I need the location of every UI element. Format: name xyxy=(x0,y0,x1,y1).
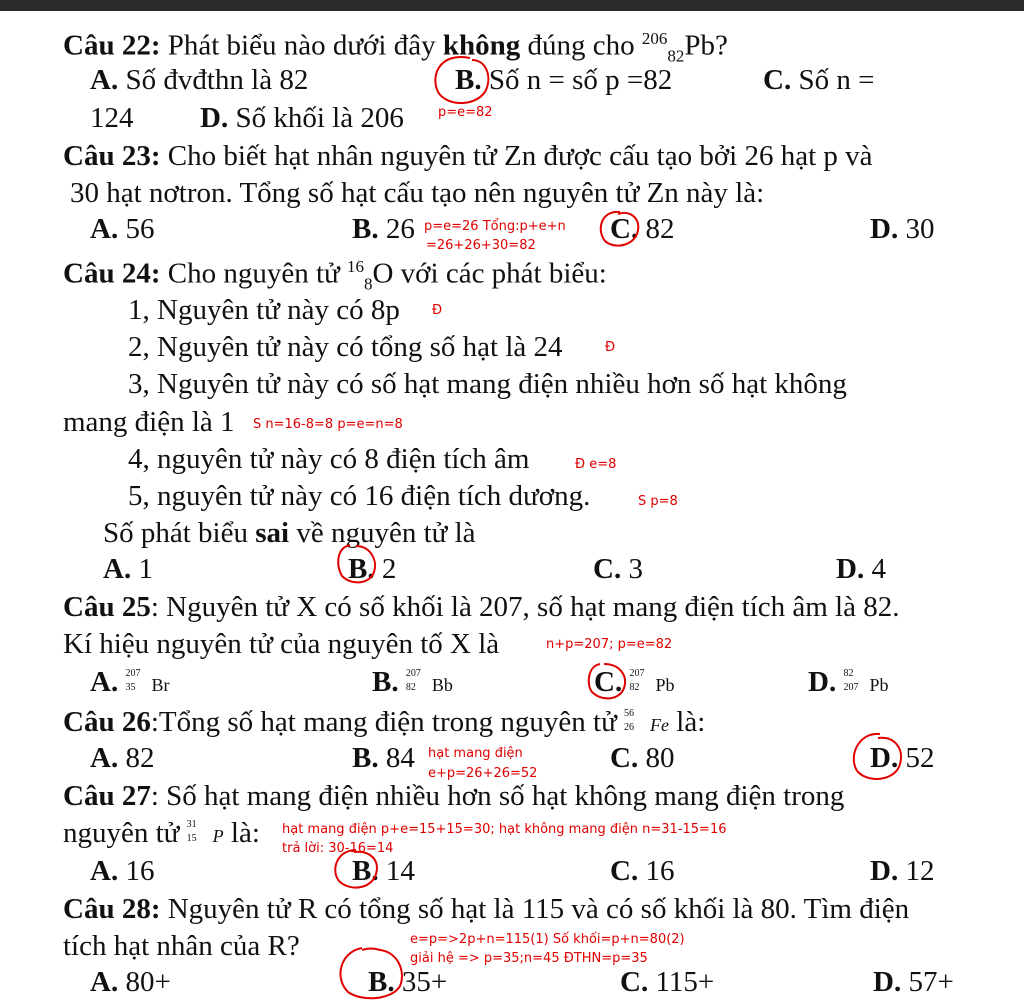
text-q23-d_text: 30 xyxy=(898,213,935,245)
q24-statement-1: 1, Nguyên tử này có 8p xyxy=(128,294,400,326)
text-q25-b_mass: 207 xyxy=(405,668,421,680)
text-q24-a_label: A. xyxy=(103,553,132,585)
q27-question-cont xyxy=(63,816,260,853)
text-q22-elem: Pb? xyxy=(684,29,728,62)
text-q27-b_label: B. xyxy=(352,855,379,887)
q25-option-d[interactable] xyxy=(808,665,888,702)
q24-statement-5: 5, nguyên tử này có 16 điện tích dương. xyxy=(128,480,591,512)
q24-note-4: Đ e=8 xyxy=(575,457,617,472)
q23-note-1: p=e=26 Tổng:p+e+n xyxy=(424,219,566,234)
text-q26-sym: Fe xyxy=(650,715,670,735)
q22-option-a[interactable] xyxy=(90,63,308,97)
q27-option-b[interactable] xyxy=(352,854,415,888)
q23-option-b[interactable] xyxy=(352,212,415,246)
q23-note-2: =26+26+30=82 xyxy=(426,238,536,253)
q23-question xyxy=(63,139,873,173)
text-q27-a_text: 16 xyxy=(118,855,155,887)
text-q25-d_z: 207 xyxy=(843,682,859,694)
text-q24-c_label: C. xyxy=(593,553,622,585)
text-q27-b_text: 14 xyxy=(378,855,415,887)
text-q25-b_sym: Bb xyxy=(431,675,453,695)
text-q23-b_text: 26 xyxy=(378,213,415,245)
text-q28-a_label: A. xyxy=(90,966,119,998)
q26-note-1: hạt mang điện xyxy=(428,746,523,761)
text-q26-z: 26 xyxy=(624,722,635,734)
text-q24-ask_a: Số phát biểu xyxy=(103,517,256,549)
q26-note-2: e+p=26+26=52 xyxy=(428,766,538,781)
text-q24-c_text: 3 xyxy=(621,553,643,585)
text-q28-b_text: 35+ xyxy=(394,966,448,998)
text-q27-line2: nguyên tử xyxy=(63,817,180,849)
text-q28-d_text: 57+ xyxy=(901,966,954,998)
q27-option-c[interactable] xyxy=(610,854,674,888)
text-q27-mass: 31 xyxy=(186,819,197,831)
text-q27-label: Câu 27 xyxy=(63,780,151,812)
text-q25-c_sym: Pb xyxy=(655,675,675,695)
q27-note-1: hạt mang điện p+e=15+15=30; hạt không mang điện n=31-15=16 xyxy=(282,822,727,837)
text-q27-text_b: là: xyxy=(223,817,260,849)
q26-option-a[interactable] xyxy=(90,741,154,775)
text-q27-d_label: D. xyxy=(870,855,899,887)
top-bar xyxy=(0,0,1024,11)
text-q22-b_label: B. xyxy=(455,64,482,96)
text-q23-label: Câu 23: xyxy=(63,140,161,172)
text-q22-text_a: Phát biểu nào dưới đây xyxy=(160,29,443,62)
text-q26-text: :Tổng số hạt mang điện trong nguyên tử xyxy=(150,706,617,738)
q28-note-1: e=p=>2p+n=115(1) Số khối=p+n=80(2) xyxy=(410,932,685,947)
text-q28-b_label: B. xyxy=(368,966,395,998)
q23-option-a[interactable] xyxy=(90,212,154,246)
q23-question-cont: 30 hạt nơtron. Tổng số hạt cấu tạo nên nguyên tử Zn này là: xyxy=(70,177,765,209)
text-q24-mass: 16 xyxy=(346,257,364,276)
text-q23-c_text: 82 xyxy=(638,213,675,245)
text-q25-d_mass: 82 xyxy=(843,668,854,680)
q26-option-b[interactable] xyxy=(352,741,415,775)
text-q26-b_text: 84 xyxy=(378,742,415,774)
text-q22-text_b: đúng cho xyxy=(520,29,642,62)
text-q28-c_label: C. xyxy=(620,966,649,998)
q26-question xyxy=(63,705,705,742)
text-q23-a_label: A. xyxy=(90,213,119,245)
text-q27-d_text: 12 xyxy=(898,855,935,887)
text-q22-bold: không xyxy=(442,29,521,62)
q27-note-2: trả lời: 30-16=14 xyxy=(282,841,394,856)
text-q26-mass: 56 xyxy=(624,708,635,720)
text-q22-b_text: Số n = số p =82 xyxy=(481,64,673,96)
q28-option-b[interactable] xyxy=(368,965,447,999)
text-q24-text_a: Cho nguyên tử xyxy=(160,257,347,290)
text-q25-b_label: B. xyxy=(372,666,399,698)
text-q25-line1: : Nguyên tử X có số khối là 207, số hạt mang điện tích âm là 82. xyxy=(150,591,900,623)
q24-note-3: S n=16-8=8 p=e=n=8 xyxy=(253,417,403,432)
text-q25-label: Câu 25 xyxy=(63,591,151,623)
text-q24-a_text: 1 xyxy=(131,553,153,585)
q28-note-2: giải hệ => p=35;n=45 ĐTHN=p=35 xyxy=(410,951,648,966)
q28-option-a[interactable] xyxy=(90,965,171,999)
text-q28-a_text: 80+ xyxy=(118,966,171,998)
text-q22-c_text: Số n = xyxy=(791,64,875,96)
text-q28-label: Câu 28: xyxy=(63,893,161,925)
text-q22-d_text: Số khối là 206 xyxy=(228,102,404,134)
text-q26-label: Câu 26 xyxy=(63,706,151,738)
q24-statement-3: 3, Nguyên tử này có số hạt mang điện nhiều hơn số hạt không xyxy=(128,368,847,400)
text-q24-text_b: O với các phát biểu: xyxy=(372,257,607,290)
q22-note: p=e=82 xyxy=(438,105,493,120)
text-q22-a_text: Số đvđthn là 82 xyxy=(118,64,309,96)
text-q26-a_text: 82 xyxy=(118,742,155,774)
text-q27-line1: : Số hạt mang điện nhiều hơn số hạt không mang điện trong xyxy=(150,780,845,812)
text-q26-a_label: A. xyxy=(90,742,119,774)
text-q23-b_label: B. xyxy=(352,213,379,245)
text-q24-z: 8 xyxy=(363,274,373,294)
text-q25-c_label: C. xyxy=(594,666,623,698)
text-q27-c_label: C. xyxy=(610,855,639,887)
q28-question-cont: tích hạt nhân của R? xyxy=(63,930,300,962)
q22-option-b[interactable] xyxy=(455,63,672,97)
text-q25-b_z: 82 xyxy=(405,682,416,694)
q27-option-d[interactable] xyxy=(870,854,934,888)
text-q27-c_text: 16 xyxy=(638,855,675,887)
text-q22-d_label: D. xyxy=(200,102,229,134)
q22-option-d[interactable] xyxy=(200,101,404,135)
text-q22-c_label: C. xyxy=(763,64,792,96)
q27-option-a[interactable] xyxy=(90,854,154,888)
text-q28-d_label: D. xyxy=(873,966,902,998)
text-q26-text_b: là: xyxy=(669,706,706,738)
text-q25-d_sym: Pb xyxy=(869,675,889,695)
q24-statement-4: 4, nguyên tử này có 8 điện tích âm xyxy=(128,443,530,475)
q25-note: n+p=207; p=e=82 xyxy=(546,637,673,652)
q25-question-cont: Kí hiệu nguyên tử của nguyên tố X là xyxy=(63,628,500,660)
q24-ask xyxy=(103,516,476,550)
text-q25-c_mass: 207 xyxy=(629,668,645,680)
text-q23-d_label: D. xyxy=(870,213,899,245)
text-q25-a_sym: Br xyxy=(151,675,170,695)
q24-option-c[interactable] xyxy=(593,552,643,586)
q28-option-c[interactable] xyxy=(620,965,714,999)
q28-option-d[interactable] xyxy=(873,965,954,999)
text-q25-d_label: D. xyxy=(808,666,837,698)
q26-option-d[interactable] xyxy=(870,741,934,775)
text-q23-line1: Cho biết hạt nhân nguyên tử Zn được cấu tạo bởi 26 hạt p và xyxy=(160,140,873,172)
text-q22-c_cont: 124 xyxy=(90,102,134,134)
q24-note-2: Đ xyxy=(605,340,616,355)
q24-statement-3-cont: mang điện là 1 xyxy=(63,406,235,438)
text-q26-c_text: 80 xyxy=(638,742,675,774)
q25-question xyxy=(63,590,899,624)
q26-option-c[interactable] xyxy=(610,741,674,775)
q25-option-c[interactable] xyxy=(594,665,674,702)
q22-option-c[interactable] xyxy=(763,63,874,97)
q24-statement-2: 2, Nguyên tử này có tổng số hạt là 24 xyxy=(128,331,563,363)
text-q24-b_label: B. xyxy=(348,553,375,585)
text-q24-d_text: 4 xyxy=(864,553,886,585)
q24-option-d[interactable] xyxy=(836,552,886,586)
q27-question xyxy=(63,779,844,813)
text-q26-c_label: C. xyxy=(610,742,639,774)
text-q28-line1: Nguyên tử R có tổng số hạt là 115 và có số khối là 80. Tìm điện xyxy=(160,893,910,925)
q22-option-c-cont xyxy=(90,101,134,135)
text-q26-d_text: 52 xyxy=(898,742,935,774)
q24-option-b[interactable] xyxy=(348,552,396,586)
text-q26-b_label: B. xyxy=(352,742,379,774)
q23-option-d[interactable] xyxy=(870,212,934,246)
text-q25-c_z: 82 xyxy=(629,682,640,694)
text-q28-c_text: 115+ xyxy=(648,966,715,998)
text-q24-ask_b: về nguyên tử là xyxy=(289,517,476,549)
text-q27-a_label: A. xyxy=(90,855,119,887)
text-q23-a_text: 56 xyxy=(118,213,155,245)
text-q27-z: 15 xyxy=(186,833,197,845)
text-q24-label: Câu 24: xyxy=(63,257,161,290)
text-q25-a_label: A. xyxy=(90,666,119,698)
q24-option-a[interactable] xyxy=(103,552,153,586)
q25-option-a[interactable] xyxy=(90,665,169,702)
text-q22-mass: 206 xyxy=(641,29,668,48)
text-q27-sym: P xyxy=(212,826,224,846)
q24-note-1: Đ xyxy=(432,303,443,318)
q25-option-b[interactable] xyxy=(372,665,453,702)
text-q22-a_label: A. xyxy=(90,64,119,96)
text-q24-ask_bold: sai xyxy=(255,517,290,549)
text-q25-a_z: 35 xyxy=(125,682,136,694)
text-q22-label: Câu 22: xyxy=(63,29,161,62)
q23-option-c[interactable] xyxy=(610,212,674,246)
text-q23-c_label: C. xyxy=(610,213,639,245)
text-q22-z: 82 xyxy=(667,46,685,66)
text-q24-d_label: D. xyxy=(836,553,865,585)
text-q25-a_mass: 207 xyxy=(125,668,141,680)
q24-note-5: S p=8 xyxy=(638,494,678,509)
q28-question xyxy=(63,892,909,926)
text-q26-d_label: D. xyxy=(870,742,899,774)
text-q24-b_text: 2 xyxy=(374,553,397,585)
